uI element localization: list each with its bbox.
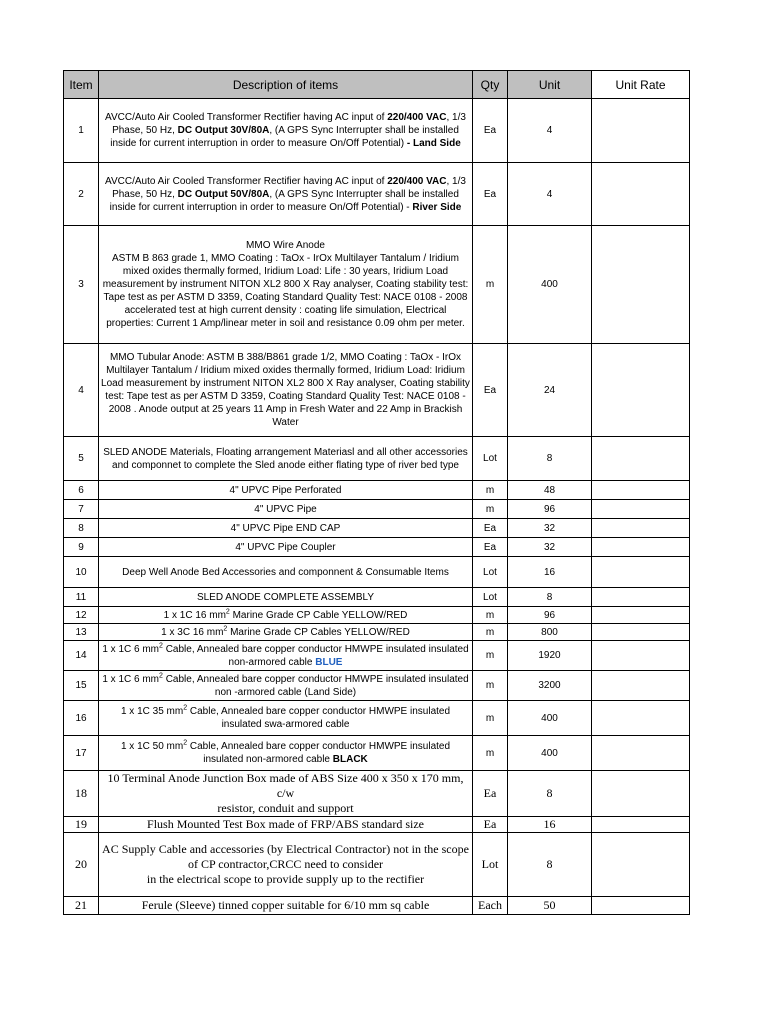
table-row — [64, 99, 690, 163]
item-unit: 16 — [508, 817, 592, 833]
item-unit-rate — [592, 519, 690, 538]
header-item: Item — [64, 71, 99, 99]
item-unit: 8 — [508, 588, 592, 607]
item-description — [99, 671, 473, 701]
superscript: 2 — [225, 608, 230, 616]
description-text: AVCC/Auto Air Cooled Transformer Rectifier having AC input of — [105, 175, 388, 187]
item-description — [99, 701, 473, 736]
item-description — [99, 624, 473, 641]
item-qty: m — [473, 671, 508, 701]
description-text: 4" UPVC Pipe — [254, 503, 317, 515]
item-number: 21 — [64, 897, 99, 915]
item-description — [99, 437, 473, 481]
superscript: 2 — [183, 704, 188, 712]
item-unit-rate — [592, 701, 690, 736]
description-text: MMO Tubular Anode: ASTM B 388/B861 grade 1/2, MMO Coating : TaOx - IrOx Multilayer Tantalum / Iridium mixed oxides thermally formed, Iridium Load: Iridium Load measurement by instrument NITON XL2 800 X Ray analyser, Coating stability test: Tape test as per ASTM D 3359, Coating Standard Quality Test: NACE 0108 - 2008 . Anode output at 25 years 11 Amp in Fresh Water and 22 Amp in Brackish Water — [101, 352, 470, 428]
item-unit: 4 — [508, 99, 592, 163]
item-unit: 32 — [508, 519, 592, 538]
description-line: AC Supply Cable and accessories (by Electrical Contractor) not in the scope of CP contractor,CRCC need to consider — [102, 842, 469, 871]
item-unit: 400 — [508, 736, 592, 771]
description-text: SLED ANODE COMPLETE ASSEMBLY — [196, 591, 375, 603]
item-qty: m — [473, 607, 508, 624]
item-description — [99, 588, 473, 607]
table-row — [64, 344, 690, 437]
description-text: SLED ANODE Materials, Floating arrangement Materiasl and all other accessories and componnet to complete the Sled anode either flating type of river bed type — [103, 446, 468, 471]
description-text: Cable, Annealed bare copper conductor HMWPE insulated insulated swa-armored cable — [187, 706, 451, 730]
item-unit-rate — [592, 163, 690, 226]
item-number: 18 — [64, 771, 99, 817]
description-text: , (A GPS Sync Interrupter shall be installed inside for current interruption in order to measure On/Off Potential) — [110, 125, 459, 149]
item-unit: 48 — [508, 481, 592, 500]
table-row — [64, 833, 690, 897]
description-text: Marine Grade CP Cables YELLOW/RED — [227, 626, 410, 638]
item-number: 19 — [64, 817, 99, 833]
item-unit: 16 — [508, 557, 592, 588]
description-line: ASTM B 863 grade 1, MMO Coating : TaOx - IrOx Multilayer Tantalum / Iridium mixed oxides thermally formed, Iridium Load: Life : 30 years, Iridium Load measurement by instrument NITON XL2 800 X Ray analyser, Coating stability test: Tape test as per ASTM D 3359, Coating Standard Quality Test: NACE 0108 - 2008 accelerated test at high current density : coating life simulation, Electrical properties: Current 1 Amp/linear meter in soil and resistance 0.09 ohm per meter. — [102, 253, 469, 329]
description-text: Cable, Annealed bare copper conductor HMWPE insulated insulated non-armored cable — [162, 643, 469, 668]
item-qty: Lot — [473, 833, 508, 897]
table-row — [64, 641, 690, 671]
description-line: 10 Terminal Anode Junction Box made of ABS Size 400 x 350 x 170 mm, c/w — [107, 771, 464, 800]
item-qty: Ea — [473, 99, 508, 163]
item-description — [99, 519, 473, 538]
description-text: 1 x 1C 16 mm — [163, 609, 226, 621]
description-text: 4" UPVC Pipe Perforated — [229, 484, 342, 496]
description-text: 1 x 1C 6 mm — [102, 673, 160, 685]
description-text: , 1/3 Phase, 50 Hz, — [112, 112, 466, 136]
table-row — [64, 538, 690, 557]
item-unit-rate — [592, 500, 690, 519]
item-qty: m — [473, 736, 508, 771]
header-row — [64, 71, 690, 99]
item-unit: 96 — [508, 607, 592, 624]
table-row — [64, 481, 690, 500]
item-number: 20 — [64, 833, 99, 897]
item-unit: 8 — [508, 437, 592, 481]
description-text: BLACK — [332, 754, 368, 765]
item-qty: m — [473, 624, 508, 641]
item-unit-rate — [592, 641, 690, 671]
header-description: Description of items — [99, 71, 473, 99]
table-row — [64, 557, 690, 588]
superscript: 2 — [159, 642, 163, 650]
item-unit-rate — [592, 481, 690, 500]
item-qty: Ea — [473, 163, 508, 226]
item-unit: 400 — [508, 701, 592, 736]
item-description — [99, 344, 473, 437]
item-unit: 8 — [508, 771, 592, 817]
description-text: Flush Mounted Test Box made of FRP/ABS standard size — [147, 817, 424, 831]
item-unit-rate — [592, 671, 690, 701]
table-row — [64, 226, 690, 344]
item-description — [99, 500, 473, 519]
description-text: , (A GPS Sync Interrupter shall be installed inside for current interruption in order to measure On/Off Potential) - — [109, 188, 459, 213]
item-unit-rate — [592, 226, 690, 344]
item-unit-rate — [592, 897, 690, 915]
item-number: 13 — [64, 624, 99, 641]
item-qty: Lot — [473, 557, 508, 588]
table-row — [64, 771, 690, 817]
item-number: 5 — [64, 437, 99, 481]
item-description — [99, 817, 473, 833]
description-line: resistor, conduit and support — [217, 801, 354, 815]
description-text: BLUE — [315, 656, 343, 668]
item-qty: Ea — [473, 538, 508, 557]
item-description — [99, 736, 473, 771]
item-unit: 50 — [508, 897, 592, 915]
table-row — [64, 817, 690, 833]
item-qty: Ea — [473, 817, 508, 833]
item-qty: Each — [473, 897, 508, 915]
description-text: 1 x 1C 50 mm — [120, 741, 184, 752]
item-unit-rate — [592, 736, 690, 771]
item-number: 7 — [64, 500, 99, 519]
description-text: Ferule (Sleeve) tinned copper suitable for 6/10 mm sq cable — [141, 898, 430, 912]
table-row — [64, 163, 690, 226]
description-text: 4" UPVC Pipe END CAP — [230, 522, 341, 534]
item-unit: 8 — [508, 833, 592, 897]
item-unit: 32 — [508, 538, 592, 557]
item-unit-rate — [592, 588, 690, 607]
item-unit-rate — [592, 817, 690, 833]
item-unit-rate — [592, 99, 690, 163]
item-description — [99, 771, 473, 817]
description-text: 4" UPVC Pipe Coupler — [235, 541, 336, 553]
description-text: 220/400 VAC — [387, 112, 447, 123]
item-description — [99, 163, 473, 226]
item-unit-rate — [592, 624, 690, 641]
table-row — [64, 607, 690, 624]
table-row — [64, 897, 690, 915]
table-row — [64, 437, 690, 481]
description-text: Cable, Annealed bare copper conductor HMWPE insulated insulated non-armored cable — [187, 741, 451, 765]
item-number: 10 — [64, 557, 99, 588]
item-unit: 800 — [508, 624, 592, 641]
item-qty: m — [473, 500, 508, 519]
table-row — [64, 519, 690, 538]
item-description — [99, 897, 473, 915]
item-unit-rate — [592, 771, 690, 817]
item-description — [99, 833, 473, 897]
item-qty: Ea — [473, 771, 508, 817]
description-text: Marine Grade CP Cable YELLOW/RED — [229, 609, 408, 621]
item-qty: Lot — [473, 437, 508, 481]
item-qty: Lot — [473, 588, 508, 607]
item-description — [99, 607, 473, 624]
superscript: 2 — [159, 672, 163, 680]
item-unit-rate — [592, 344, 690, 437]
item-number: 4 — [64, 344, 99, 437]
item-number: 12 — [64, 607, 99, 624]
description-text: AVCC/Auto Air Cooled Transformer Rectifier having AC input of — [105, 112, 388, 123]
table-row — [64, 500, 690, 519]
item-unit: 4 — [508, 163, 592, 226]
table-row — [64, 588, 690, 607]
superscript: 2 — [223, 625, 228, 633]
item-unit: 96 — [508, 500, 592, 519]
item-number: 2 — [64, 163, 99, 226]
description-line: MMO Wire Anode — [246, 240, 325, 251]
item-unit-rate — [592, 437, 690, 481]
item-number: 1 — [64, 99, 99, 163]
item-qty: Ea — [473, 519, 508, 538]
item-qty: m — [473, 481, 508, 500]
description-text: , 1/3 Phase, 50 Hz, — [112, 175, 466, 200]
item-description — [99, 557, 473, 588]
description-text: River Side — [412, 201, 462, 213]
item-number: 15 — [64, 671, 99, 701]
item-description — [99, 481, 473, 500]
table-row — [64, 701, 690, 736]
header-qty: Qty — [473, 71, 508, 99]
bill-of-quantities-table — [63, 70, 690, 915]
item-number: 8 — [64, 519, 99, 538]
item-number: 11 — [64, 588, 99, 607]
description-text: Cable, Annealed bare copper conductor HMWPE insulated insulated non -armored cable (Land Side) — [162, 673, 469, 698]
item-qty: m — [473, 641, 508, 671]
item-number: 14 — [64, 641, 99, 671]
item-description — [99, 99, 473, 163]
header-unit-rate: Unit Rate — [592, 71, 690, 99]
item-unit-rate — [592, 607, 690, 624]
item-number: 3 — [64, 226, 99, 344]
item-description — [99, 226, 473, 344]
item-number: 9 — [64, 538, 99, 557]
item-number: 16 — [64, 701, 99, 736]
table-row — [64, 624, 690, 641]
item-unit: 400 — [508, 226, 592, 344]
item-qty: m — [473, 701, 508, 736]
item-unit: 24 — [508, 344, 592, 437]
table-row — [64, 671, 690, 701]
description-text: 1 x 1C 35 mm — [120, 706, 184, 717]
item-unit-rate — [592, 557, 690, 588]
description-text: 1 x 3C 16 mm — [161, 626, 224, 638]
item-description — [99, 538, 473, 557]
item-unit: 1920 — [508, 641, 592, 671]
item-unit: 3200 — [508, 671, 592, 701]
description-text: 220/400 VAC — [387, 175, 447, 187]
description-line: in the electrical scope to provide supply up to the rectifier — [146, 872, 425, 886]
item-unit-rate — [592, 538, 690, 557]
header-unit: Unit — [508, 71, 592, 99]
item-number: 17 — [64, 736, 99, 771]
table-row — [64, 736, 690, 771]
description-text: Deep Well Anode Bed Accessories and componnent & Consumable Items — [122, 566, 449, 578]
item-qty: m — [473, 226, 508, 344]
item-qty: Ea — [473, 344, 508, 437]
item-unit-rate — [592, 833, 690, 897]
description-text: - Land Side — [406, 138, 461, 149]
item-description — [99, 641, 473, 671]
description-text: DC Output 30V/80A — [177, 125, 270, 136]
item-number: 6 — [64, 481, 99, 500]
superscript: 2 — [183, 739, 188, 747]
description-text: 1 x 1C 6 mm — [102, 643, 160, 655]
description-text: DC Output 50V/80A — [177, 188, 270, 200]
